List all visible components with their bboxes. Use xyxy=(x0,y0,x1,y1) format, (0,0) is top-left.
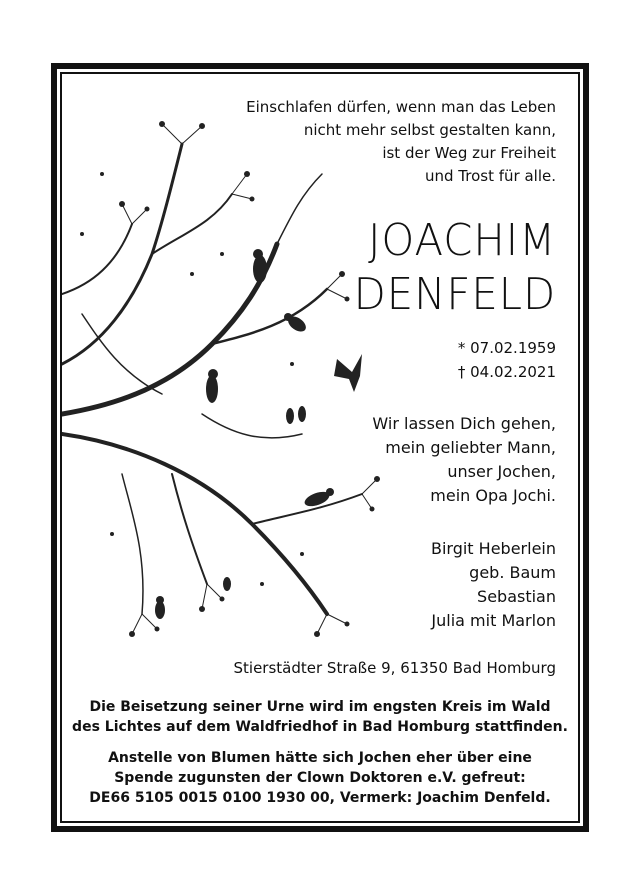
farewell-line: Wir lassen Dich gehen, xyxy=(372,414,556,433)
tree-with-birds-icon xyxy=(62,114,382,654)
deceased-name xyxy=(354,214,556,322)
mourner-name: Julia mit Marlon xyxy=(431,611,556,630)
donation-line: Anstelle von Blumen hätte sich Jochen eher über eine xyxy=(108,750,532,766)
birth-date: * 07.02.1959 xyxy=(457,339,556,357)
last-name: DENFELD xyxy=(353,269,556,320)
mourner-name: Sebastian xyxy=(477,587,556,606)
first-name: JOACHIM xyxy=(367,215,556,266)
address: Stierstädter Straße 9, 61350 Bad Homburg xyxy=(233,659,556,677)
poem-line: und Trost für alle. xyxy=(425,167,556,185)
farewell-line: mein geliebter Mann, xyxy=(385,438,556,457)
urn-notice-line: des Lichtes auf dem Waldfriedhof in Bad Homburg stattfinden. xyxy=(72,719,568,735)
urn-notice xyxy=(62,697,578,737)
farewell-line: mein Opa Jochi. xyxy=(430,486,556,505)
poem-line: Einschlafen dürfen, wenn man das Leben xyxy=(246,98,556,116)
donation-line: Spende zugunsten der Clown Doktoren e.V. gefreut: xyxy=(114,770,526,786)
mourner-name: geb. Baum xyxy=(469,563,556,582)
mourner-name: Birgit Heberlein xyxy=(430,539,556,558)
donation-line: DE66 5105 0015 0100 1930 00, Vermerk: Joachim Denfeld. xyxy=(89,790,551,806)
death-date: † 04.02.2021 xyxy=(457,363,556,381)
notice-frame xyxy=(51,63,589,832)
poem-line: nicht mehr selbst gestalten kann, xyxy=(303,121,556,139)
life-dates xyxy=(458,336,556,384)
farewell-text xyxy=(372,412,556,508)
notice-card xyxy=(60,72,580,823)
donation-notice xyxy=(62,748,578,808)
poem-line: ist der Weg zur Freiheit xyxy=(382,144,556,162)
poem xyxy=(246,96,556,188)
mourners xyxy=(431,537,556,633)
urn-notice-line: Die Beisetzung seiner Urne wird im engsten Kreis im Wald xyxy=(89,699,551,715)
farewell-line: unser Jochen, xyxy=(447,462,556,481)
